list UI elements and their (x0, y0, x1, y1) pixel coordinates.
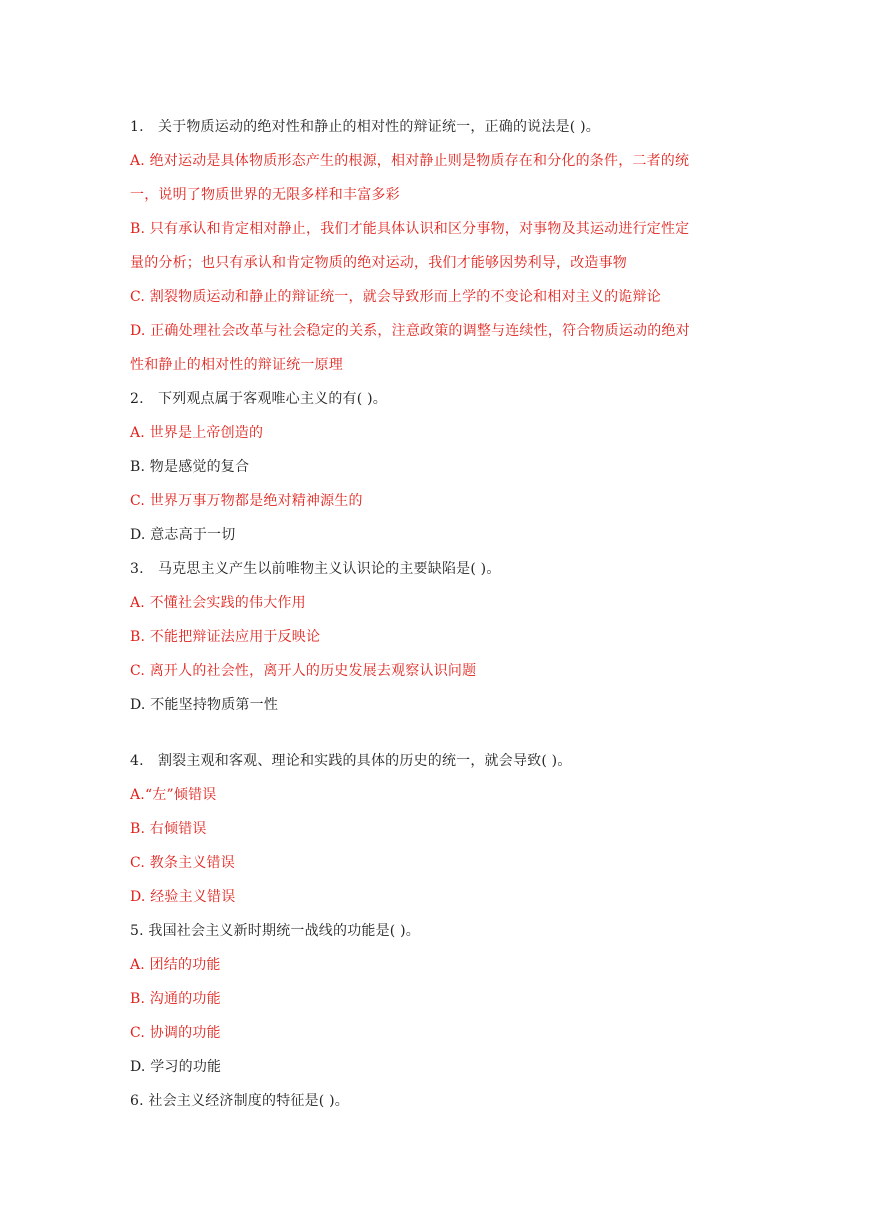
option-d: D. 正确处理社会改革与社会稳定的关系，注意政策的调整与连续性，符合物质运动的绝对 (130, 323, 690, 339)
question-stem: 3. 马克思主义产生以前唯物主义认识论的主要缺陷是( )。 (130, 561, 501, 577)
option-c: C. 协调的功能 (130, 1025, 221, 1041)
option-d-continued: 性和静止的相对性的辩证统一原理 (130, 357, 343, 373)
option-c: C. 世界万事万物都是绝对精神源生的 (130, 493, 363, 509)
option-b: B. 物是感觉的复合 (130, 459, 250, 475)
option-a: A. 团结的功能 (130, 957, 221, 973)
option-d: D. 意志高于一切 (130, 527, 236, 543)
option-a: A. 世界是上帝创造的 (130, 425, 264, 441)
option-a: A. 绝对运动是具体物质形态产生的根源，相对静止则是物质存在和分化的条件，二者的统 (130, 153, 690, 169)
option-b: B. 不能把辩证法应用于反映论 (130, 629, 321, 645)
question-list (130, 110, 742, 1118)
option-a-continued: 一，说明了物质世界的无限多样和丰富多彩 (130, 187, 400, 203)
question-stem: 5. 我国社会主义新时期统一战线的功能是( )。 (130, 923, 420, 939)
option-c: C. 离开人的社会性，离开人的历史发展去观察认识问题 (130, 663, 477, 679)
question-stem: 1. 关于物质运动的绝对性和静止的相对性的辩证统一，正确的说法是( )。 (130, 119, 600, 135)
option-c: C. 教条主义错误 (130, 855, 235, 871)
option-b-continued: 量的分析；也只有承认和肯定物质的绝对运动，我们才能够因势利导，改造事物 (130, 255, 627, 271)
option-d: D. 学习的功能 (130, 1059, 222, 1075)
option-b: B. 沟通的功能 (130, 991, 221, 1007)
question-stem: 6. 社会主义经济制度的特征是( )。 (130, 1093, 349, 1109)
option-d: D. 经验主义错误 (130, 889, 236, 905)
option-a: A.“左”倾错误 (130, 787, 217, 803)
option-a: A. 不懂社会实践的伟大作用 (130, 595, 306, 611)
question-stem: 2. 下列观点属于客观唯心主义的有( )。 (130, 391, 387, 407)
option-c: C. 割裂物质运动和静止的辩证统一，就会导致形而上学的不变论和相对主义的诡辩论 (130, 289, 661, 305)
blank-line (130, 722, 742, 744)
option-b: B. 只有承认和肯定相对静止，我们才能具体认识和区分事物，对事物及其运动进行定性定 (130, 221, 690, 237)
option-d: D. 不能坚持物质第一性 (130, 697, 279, 713)
question-stem: 4. 割裂主观和客观、理论和实践的具体的历史的统一，就会导致( )。 (130, 753, 572, 769)
option-b: B. 右倾错误 (130, 821, 207, 837)
